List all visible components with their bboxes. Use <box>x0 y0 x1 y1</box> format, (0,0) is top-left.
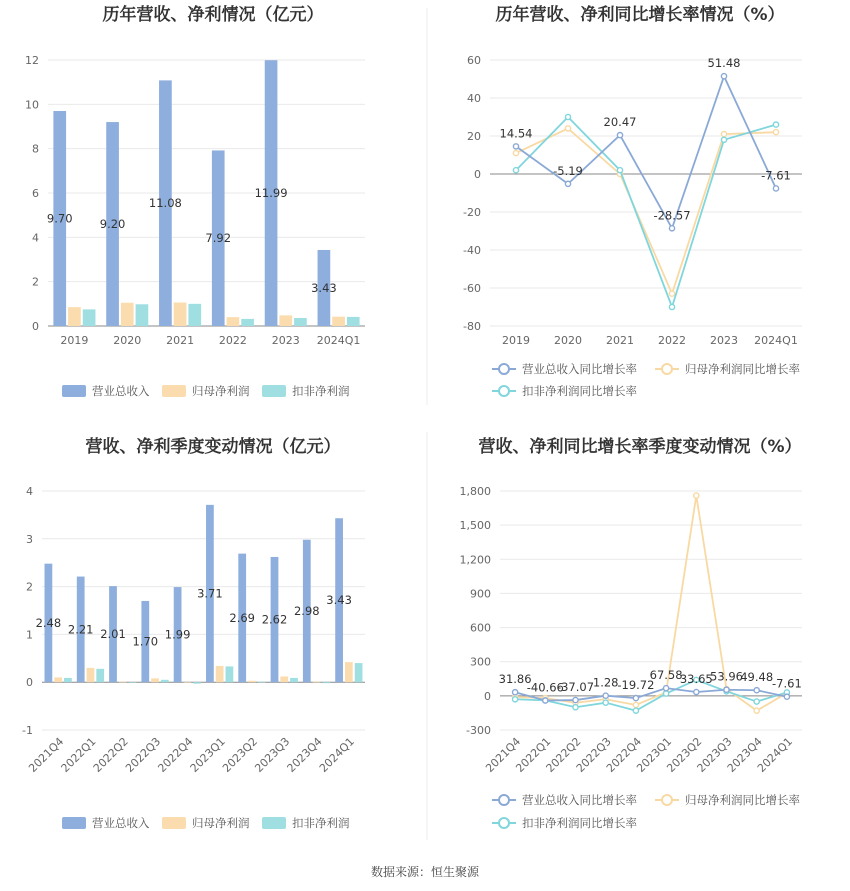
bar <box>322 682 330 683</box>
bar <box>248 681 256 682</box>
data-label: 14.54 <box>499 126 533 141</box>
data-point <box>565 126 570 131</box>
x-tick-label: 2023Q2 <box>220 734 261 775</box>
legend-marker <box>499 364 509 374</box>
x-tick-label: 2023Q3 <box>694 734 735 775</box>
legend-marker <box>662 364 672 374</box>
x-tick-label: 2021 <box>606 334 634 347</box>
data-label: -7.61 <box>772 676 802 691</box>
legend-label: 归母净利润 <box>192 384 250 398</box>
legend-swatch <box>62 817 86 829</box>
data-point <box>694 689 699 694</box>
data-point <box>633 702 638 707</box>
bar <box>313 682 321 683</box>
data-label: -40.66 <box>526 680 564 695</box>
legend-swatch <box>162 817 186 829</box>
y-tick-label: 3 <box>26 532 33 546</box>
y-tick-label: -60 <box>463 282 481 295</box>
data-label: 7.92 <box>205 231 232 246</box>
data-point <box>754 708 759 713</box>
data-label: 31.86 <box>498 672 532 687</box>
x-tick-label: 2024Q1 <box>316 334 361 347</box>
data-label: 2.01 <box>100 627 126 642</box>
bar <box>121 303 134 326</box>
legend-label: 扣非净利润同比增长率 <box>522 816 637 830</box>
x-tick-label: 2023 <box>271 334 300 347</box>
legend-label: 营业总收入 <box>92 816 150 830</box>
data-label: -19.72 <box>617 678 655 693</box>
bar <box>279 315 292 326</box>
data-point <box>565 181 570 186</box>
data-point <box>573 697 578 702</box>
y-tick-label: 12 <box>25 54 39 67</box>
bar <box>87 668 95 682</box>
legend-marker <box>499 386 509 396</box>
data-label: 2.98 <box>293 603 320 618</box>
data-label: 67.58 <box>649 668 683 683</box>
y-tick-label: 8 <box>32 142 39 156</box>
y-tick-label: 0 <box>26 676 33 690</box>
bar <box>355 663 363 682</box>
y-tick-label: 900 <box>470 587 491 601</box>
y-tick-label: 1,200 <box>459 553 491 567</box>
data-point <box>721 132 726 137</box>
data-point <box>617 133 622 138</box>
y-tick-label: 1 <box>26 628 33 642</box>
x-tick-label: 2022Q2 <box>543 734 584 775</box>
x-tick-label: 2020 <box>554 334 582 347</box>
data-point <box>603 693 608 698</box>
data-point <box>669 291 674 296</box>
data-label: 3.43 <box>326 593 352 608</box>
y-tick-label: 4 <box>32 231 39 245</box>
annual-growth-rate-chart <box>463 4 802 398</box>
bar <box>83 309 96 326</box>
x-tick-label: 2022 <box>658 334 686 347</box>
legend-label: 归母净利润同比增长率 <box>685 793 800 807</box>
y-tick-label: 0 <box>484 689 491 703</box>
x-tick-label: 2020 <box>113 334 142 347</box>
data-point <box>513 690 518 695</box>
y-tick-label: 2 <box>32 275 39 289</box>
legend-label: 营业总收入同比增长率 <box>522 362 637 376</box>
legend-marker <box>499 818 509 828</box>
bar <box>161 680 169 682</box>
chart-title: 历年营收、净利情况（亿元） <box>102 5 324 25</box>
x-tick-label: 2022Q4 <box>603 734 645 775</box>
data-label: 1.70 <box>132 634 159 649</box>
x-tick-label: 2019 <box>60 334 89 347</box>
data-point <box>513 151 518 156</box>
x-tick-label: 2022Q1 <box>513 734 554 775</box>
data-point <box>513 168 518 173</box>
legend-label: 营业总收入同比增长率 <box>522 793 637 807</box>
legend-label: 营业总收入 <box>92 384 150 398</box>
x-tick-label: 2023Q1 <box>187 734 228 775</box>
legend-marker <box>662 795 672 805</box>
bar <box>54 677 62 682</box>
x-tick-label: 2021 <box>166 334 195 347</box>
series-line <box>516 128 776 293</box>
data-source-note: 数据来源：恒生聚源 <box>370 865 480 879</box>
x-tick-label: 2022 <box>218 334 247 347</box>
series-line <box>516 76 776 228</box>
legend-marker <box>499 795 509 805</box>
bar <box>64 678 72 682</box>
y-tick-label: 300 <box>470 655 491 669</box>
x-tick-label: 2023Q2 <box>664 734 705 775</box>
data-point <box>513 697 518 702</box>
bar <box>68 307 81 326</box>
chart-title: 营收、净利同比增长率季度变动情况（%） <box>478 437 802 457</box>
data-point <box>773 186 778 191</box>
bar <box>332 317 345 326</box>
x-tick-label: 2022Q4 <box>155 734 196 775</box>
data-label: 11.08 <box>148 196 182 211</box>
data-label: 1.99 <box>164 627 191 642</box>
y-tick-label: 2 <box>26 580 33 594</box>
legend-swatch <box>162 385 186 397</box>
data-point <box>664 691 669 696</box>
y-tick-label: 20 <box>467 130 481 143</box>
data-point <box>754 688 759 693</box>
legend-label: 扣非净利润 <box>292 816 350 830</box>
data-point <box>721 137 726 142</box>
data-label: 2.62 <box>261 612 288 627</box>
data-label: 2.48 <box>35 615 62 630</box>
data-point <box>543 698 548 703</box>
data-label: 20.47 <box>603 115 637 130</box>
data-point <box>633 696 638 701</box>
x-tick-label: 2023Q4 <box>724 734 765 775</box>
x-tick-label: 2022Q3 <box>573 734 614 775</box>
data-label: 2.69 <box>229 610 256 625</box>
quarterly-growth-rate-chart <box>460 436 803 830</box>
data-point <box>669 304 674 309</box>
data-label: -5.19 <box>553 163 583 178</box>
bar <box>136 304 149 326</box>
y-tick-label: -40 <box>463 244 481 257</box>
x-tick-label: 2019 <box>502 334 530 347</box>
bar <box>119 682 127 683</box>
y-tick-label: 10 <box>25 98 39 112</box>
x-tick-label: 2024Q1 <box>316 734 357 775</box>
legend-label: 归母净利润同比增长率 <box>685 362 800 376</box>
y-tick-label: -20 <box>463 206 481 219</box>
bar <box>241 319 254 326</box>
data-point <box>669 226 674 231</box>
x-tick-label: 2022Q3 <box>123 734 164 775</box>
legend-swatch <box>262 385 286 397</box>
bar <box>290 678 298 682</box>
y-tick-label: 0 <box>474 168 481 181</box>
data-label: 3.71 <box>197 586 223 601</box>
data-point <box>573 705 578 710</box>
bar <box>174 303 187 326</box>
y-tick-label: 4 <box>26 485 33 498</box>
data-point <box>773 122 778 127</box>
legend-swatch <box>262 817 286 829</box>
data-point <box>784 694 789 699</box>
chart-title: 营收、净利季度变动情况（亿元） <box>85 437 341 457</box>
data-point <box>773 130 778 135</box>
data-point <box>694 493 699 498</box>
data-point <box>664 686 669 691</box>
data-label: 53.96 <box>710 669 743 684</box>
x-tick-label: 2021Q4 <box>483 734 524 775</box>
legend-label: 扣非净利润 <box>292 384 350 398</box>
y-tick-label: 6 <box>32 187 39 200</box>
data-point <box>603 700 608 705</box>
data-label: -28.57 <box>653 208 691 223</box>
bar <box>193 682 201 683</box>
y-tick-label: -1 <box>22 724 33 737</box>
bar <box>151 678 159 682</box>
bar <box>129 682 137 683</box>
data-point <box>754 699 759 704</box>
annual-revenue-profit-chart <box>25 4 365 398</box>
data-label: 33.65 <box>679 672 713 687</box>
legend-label: 扣非净利润同比增长率 <box>522 384 637 398</box>
x-tick-label: 2024Q1 <box>754 734 796 775</box>
bar <box>280 676 288 682</box>
data-label: 11.99 <box>254 186 288 201</box>
bar <box>294 318 307 326</box>
data-label: 51.48 <box>707 56 741 71</box>
data-label: 49.48 <box>740 670 774 685</box>
data-point <box>633 708 638 713</box>
y-tick-label: -80 <box>463 320 481 333</box>
data-point <box>724 687 729 692</box>
y-tick-label: 40 <box>467 92 481 105</box>
quarterly-revenue-profit-chart <box>22 436 365 830</box>
bar <box>183 682 191 683</box>
data-point <box>565 114 570 119</box>
data-label: 2.21 <box>67 622 94 637</box>
bar <box>216 666 224 682</box>
bar <box>258 682 266 683</box>
x-tick-label: 2023Q1 <box>634 734 675 775</box>
bar <box>227 317 240 326</box>
bar <box>226 666 234 682</box>
bar <box>347 317 360 326</box>
bar <box>96 669 104 682</box>
y-tick-label: 60 <box>467 54 481 67</box>
chart-title: 历年营收、净利同比增长率情况（%） <box>495 5 785 25</box>
legend-label: 归母净利润 <box>192 816 250 830</box>
data-label: 3.43 <box>311 280 337 295</box>
data-label: -37.07 <box>556 680 595 695</box>
x-tick-label: 2023Q3 <box>252 734 293 775</box>
data-label: 9.70 <box>46 211 73 226</box>
x-tick-label: 2023Q4 <box>284 734 325 775</box>
data-point <box>721 74 726 79</box>
data-point <box>617 168 622 173</box>
y-tick-label: 1,500 <box>459 519 491 533</box>
data-label: 1.28 <box>592 675 619 690</box>
data-label: 9.20 <box>99 217 126 232</box>
bar <box>188 304 201 326</box>
y-tick-label: -300 <box>466 724 491 737</box>
x-tick-label: 2023 <box>710 334 738 347</box>
x-tick-label: 2024Q1 <box>754 334 798 347</box>
x-tick-label: 2022Q1 <box>58 734 99 775</box>
bar <box>345 662 353 682</box>
legend-swatch <box>62 385 86 397</box>
y-tick-label: 0 <box>32 320 39 333</box>
data-point <box>513 144 518 149</box>
data-label: -7.61 <box>761 168 791 183</box>
x-tick-label: 2022Q2 <box>90 734 131 775</box>
y-tick-label: 600 <box>470 621 491 635</box>
x-tick-label: 2021Q4 <box>26 734 67 775</box>
y-tick-label: 1,800 <box>459 485 491 498</box>
